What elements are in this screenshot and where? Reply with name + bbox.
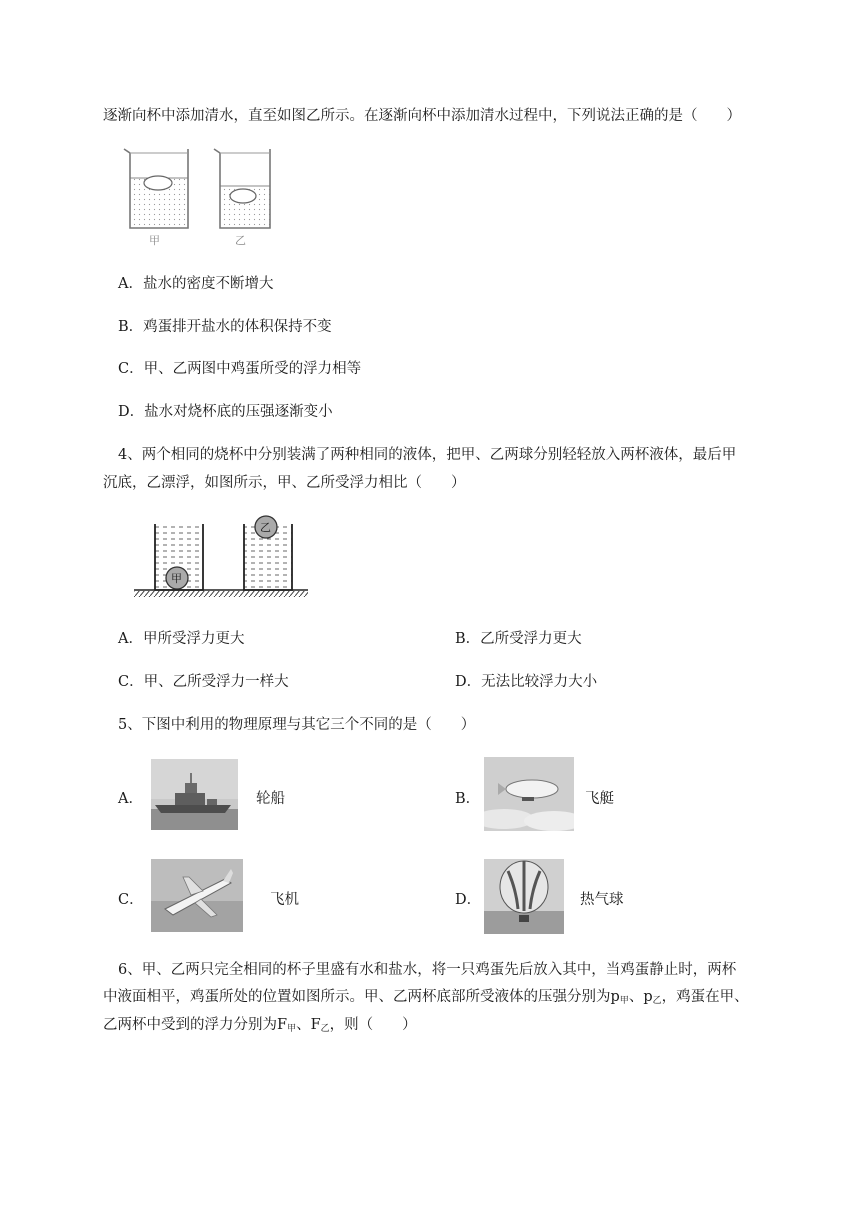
q6-stem-line3-text: 乙两杯中受到的浮力分别为 (103, 1017, 277, 1033)
f-letter: F (310, 1017, 321, 1033)
q6-stem-line3-tail: ，则（ ） (329, 1017, 417, 1033)
q5-option-c-letter: C． (118, 892, 144, 908)
q4-option-c: C．甲、乙所受浮力一样大 (118, 674, 289, 690)
q5-option-a-letter: A． (118, 791, 143, 807)
airplane-photo (151, 859, 243, 932)
q3-beaker-figure (118, 143, 278, 248)
q3-option-c: C．甲、乙两图中鸡蛋所受的浮力相等 (118, 361, 362, 377)
q5-option-d-caption: 热气球 (580, 892, 624, 908)
q5-option-b-caption: 飞艇 (585, 791, 614, 807)
q4-option-b: B．乙所受浮力更大 (455, 631, 582, 647)
q4-option-d: D．无法比较浮力大小 (455, 674, 598, 690)
q4-beaker-figure (130, 512, 312, 602)
q5-option-b-letter: B． (455, 791, 481, 807)
f-sub-jia: 甲 (287, 1024, 297, 1034)
p-letter: p (643, 989, 653, 1005)
f-letter: F (277, 1017, 288, 1033)
p-sub-yi: 乙 (652, 996, 662, 1006)
q3-option-a: A．盐水的密度不断增大 (118, 276, 274, 292)
ball-label-jia: 甲 (171, 572, 182, 585)
ball-label-yi: 乙 (260, 521, 271, 534)
q4-option-a: A．甲所受浮力更大 (118, 631, 245, 647)
q4-stem-line1: 4、两个相同的烧杯中分别装满了两种相同的液体，把甲、乙两球分别轻轻放入两杯液体，最后甲 (118, 447, 737, 463)
separator: 、 (296, 1017, 311, 1033)
q6-stem-line2 (103, 985, 749, 1006)
fig-label-yi: 乙 (235, 234, 246, 247)
q6-stem-line1: 6、甲、乙两只完全相同的杯子里盛有水和盐水，将一只鸡蛋先后放入其中，当鸡蛋静止时，两杯 (118, 962, 737, 978)
q6-stem-line2-text: 中液面相平，鸡蛋所处的位置如图所示。甲、乙两杯底部所受液体的压强分别为 (103, 989, 611, 1005)
q5-option-c-caption: 飞机 (270, 892, 299, 908)
hot-air-balloon-photo (484, 859, 564, 934)
q4-stem-line2: 沉底，乙漂浮，如图所示，甲、乙所受浮力相比（ ） (103, 475, 466, 491)
ship-photo (151, 759, 238, 830)
q6-stem-line3 (103, 1013, 417, 1034)
p-sub-jia: 甲 (619, 996, 629, 1006)
q6-stem-line2-tail: ，鸡蛋在甲、 (661, 989, 749, 1005)
q3-option-b: B．鸡蛋排开盐水的体积保持不变 (118, 319, 332, 335)
p-letter: p (610, 989, 620, 1005)
airship-photo (484, 757, 574, 831)
beaker-jia (124, 149, 188, 228)
q5-stem: 5、下图中利用的物理原理与其它三个不同的是（ ） (118, 717, 476, 733)
separator: 、 (628, 989, 644, 1005)
q3-option-d: D．盐水对烧杯底的压强逐渐变小 (118, 404, 333, 420)
q5-option-d-letter: D． (455, 892, 482, 908)
fig-label-jia: 甲 (149, 234, 160, 247)
q3-stem: 逐渐向杯中添加清水，直至如图乙所示。在逐渐向杯中添加清水过程中，下列说法正确的是（ ） (103, 108, 741, 124)
beaker-yi (214, 149, 270, 228)
q5-option-a-caption: 轮船 (256, 791, 285, 807)
f-sub-yi: 乙 (320, 1024, 330, 1034)
